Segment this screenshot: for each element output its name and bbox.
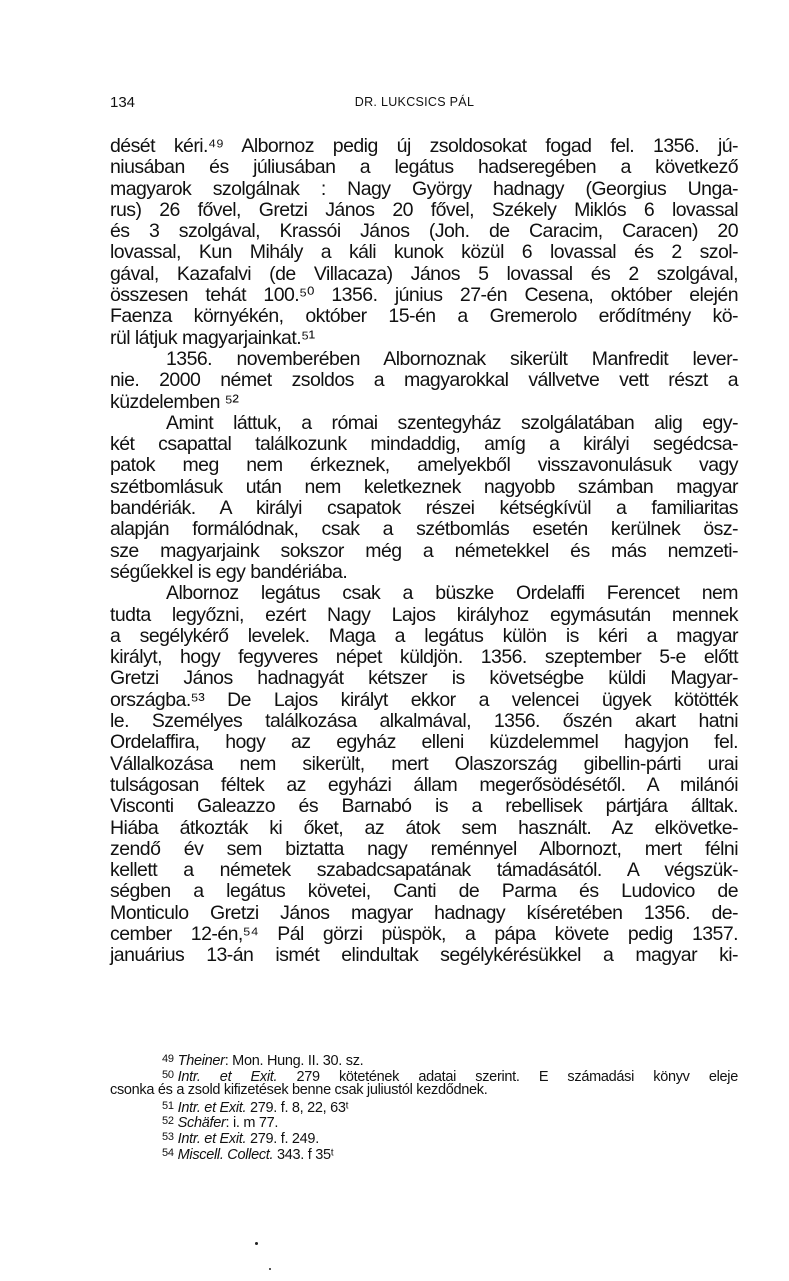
footnote-text: 343. f 35ᵗ — [273, 1146, 334, 1163]
footnote-source: Intr. et Exit. — [177, 1130, 247, 1147]
text-line: zendő év sem biztatta nagy reménnyel Albornozt, mert félni — [110, 837, 738, 860]
footnote-source: Intr. et Exit. — [177, 1068, 278, 1085]
footnote-source: Schäfer — [177, 1115, 226, 1132]
text-line: Faenza környékén, október 15-én a Gremerolo erődítmény kö- — [110, 305, 738, 328]
text-line: gával, Kazafalvi (de Villacaza) János 5 lovassal és 2 szolgával, — [110, 262, 738, 285]
text-line: cember 12-én,⁵⁴ Pál görzi püspök, a pápa követe pedig 1357. — [110, 922, 738, 945]
footnote-text: csonka és a zsold kifizetések benne csak juliustól kezdődnek. — [110, 1082, 488, 1099]
footnote-source: Miscell. Collect. — [177, 1146, 274, 1163]
text-line: nie. 2000 német zsoldos a magyarokkal vállvetve vett részt a — [110, 369, 738, 392]
text-line: Ordelaffira, hogy az egyház elleni küzdelemmel hagyjon fel. — [110, 731, 738, 754]
text-line: alapján formálódnak, csak a szétbomlás esetén kerülnek ösz- — [110, 518, 738, 541]
footnote-source: Theiner — [177, 1053, 225, 1069]
text-line: kellett a németek szabadcsapatának támadásától. A végszük- — [110, 859, 738, 882]
text-line: Vállalkozása nem sikerült, mert Olaszország gibellin-párti urai — [110, 752, 738, 775]
text-line: két csapattal találkozunk mindaddig, amíg a királyi segédcsa- — [110, 433, 738, 456]
text-line: Visconti Galeazzo és Barnabó is a rebellisek pártjára álltak. — [110, 795, 738, 818]
footnotes — [110, 1052, 738, 1161]
footnote-text: : i. m 77. — [225, 1115, 279, 1132]
text-line-paragraph-end: küzdelemben ⁵² — [110, 390, 239, 413]
text-line: ségben a legátus követei, Canti de Parma és Ludovico de — [110, 880, 738, 903]
footnote-54 — [110, 1146, 738, 1162]
text-line: tulságosan féltek az egyházi állam megerősödésétől. A milánói — [110, 773, 738, 796]
text-line-paragraph-end: rül látjuk magyarjainkat.⁵¹ — [110, 326, 315, 349]
footnote-number: 50 — [162, 1068, 174, 1081]
text-line-paragraph-end: ségűekkel is egy bandériába. — [110, 560, 348, 583]
text-line: rus) 26 fővel, Gretzi János 20 fővel, Székely Miklós 6 lovassal — [110, 198, 738, 221]
footnote-51 — [110, 1099, 738, 1115]
text-line: bandériák. A királyi csapatok részei kétségkívül a familiaritas — [110, 497, 738, 520]
text-line-paragraph-start: Albornoz legátus csak a büszke Ordelaffi Ferencet nem — [166, 582, 738, 605]
footnote-text: 279. f. 8, 22, 63ᵗ — [246, 1099, 349, 1116]
text-line: le. Személyes találkozása alkalmával, 1356. őszén akart hatni — [110, 710, 738, 733]
text-line-paragraph-start: 1356. novemberében Albornoznak sikerült Manfredit lever- — [166, 347, 738, 370]
text-line: és 3 szolgával, Krassói János (Joh. de Caracim, Caracen) 20 — [110, 220, 738, 243]
footnote-number: 52 — [162, 1115, 174, 1128]
text-line: magyarok szolgálnak : Nagy György hadnagy (Georgius Unga- — [110, 177, 738, 200]
footnote-number: 51 — [162, 1099, 174, 1112]
footnote-53 — [110, 1130, 738, 1146]
footnote-50 — [110, 1068, 738, 1084]
body-text — [110, 136, 738, 967]
footnote-49 — [110, 1052, 738, 1068]
footnote-52 — [110, 1114, 738, 1130]
text-line: patok meg nem érkeznek, amelyekből visszavonulásuk vagy — [110, 454, 738, 477]
text-line-paragraph-start: Amint láttuk, a római szentegyház szolgálatában alig egy- — [166, 411, 738, 434]
text-line: Monticulo Gretzi János magyar hadnagy kíséretében 1356. de- — [110, 901, 738, 924]
footnote-text: 279. f. 249. — [246, 1130, 319, 1147]
text-line: királyt, hogy fegyveres népet küldjön. 1356. szeptember 5-e előtt — [110, 646, 738, 669]
text-line: januárius 13-án ismét elindultak segélykérésükkel a magyar ki- — [110, 944, 738, 967]
text-line: a segélykérő levelek. Maga a legátus külön is kéri a magyar — [110, 624, 738, 647]
page-number: 134 — [110, 94, 136, 111]
footnote-number: 49 — [162, 1053, 174, 1065]
running-head: DR. LUKCSICS PÁL — [354, 95, 475, 109]
text-line: dését kéri.⁴⁹ Albornoz pedig új zsoldosokat fogad fel. 1356. jú- — [110, 135, 738, 157]
text-line: összesen tehát 100.⁵⁰ 1356. június 27-én Cesena, október elején — [110, 284, 738, 307]
footnote-number: 54 — [162, 1146, 174, 1159]
scan-speck — [269, 1268, 271, 1270]
footnote-source: Intr. et Exit. — [177, 1099, 247, 1116]
footnote-text: : Mon. Hung. II. 30. sz. — [224, 1053, 364, 1069]
text-line: szétbomlásuk után nem keletkeznek nagyobb számban magyar — [110, 475, 738, 498]
text-line: tudta legyőzni, ezért Nagy Lajos királyhoz egymásután mennek — [110, 603, 738, 626]
footnote-50-continuation — [110, 1083, 738, 1099]
text-line: Gretzi János hadnagyát kétszer is követségbe küldi Magyar- — [110, 667, 738, 690]
text-line: sze magyarjaink sokszor még a németekkel és más nemzeti- — [110, 539, 738, 562]
text-line: niusában és júliusában a legátus hadseregében a következő — [110, 156, 738, 179]
text-line: országba.⁵³ De Lajos királyt ekkor a velencei ügyek kötötték — [110, 688, 738, 711]
footnote-text: 279 kötetének adatai szerint. E számadási könyv eleje — [277, 1068, 738, 1085]
scan-speck — [255, 1242, 258, 1245]
text-line: Hiába átkozták ki őket, az átok sem használt. Az elkövetke- — [110, 816, 738, 839]
footnote-number: 53 — [162, 1130, 174, 1143]
text-line: lovassal, Kun Mihály a káli kunok közül 6 lovassal és 2 szol- — [110, 241, 738, 264]
